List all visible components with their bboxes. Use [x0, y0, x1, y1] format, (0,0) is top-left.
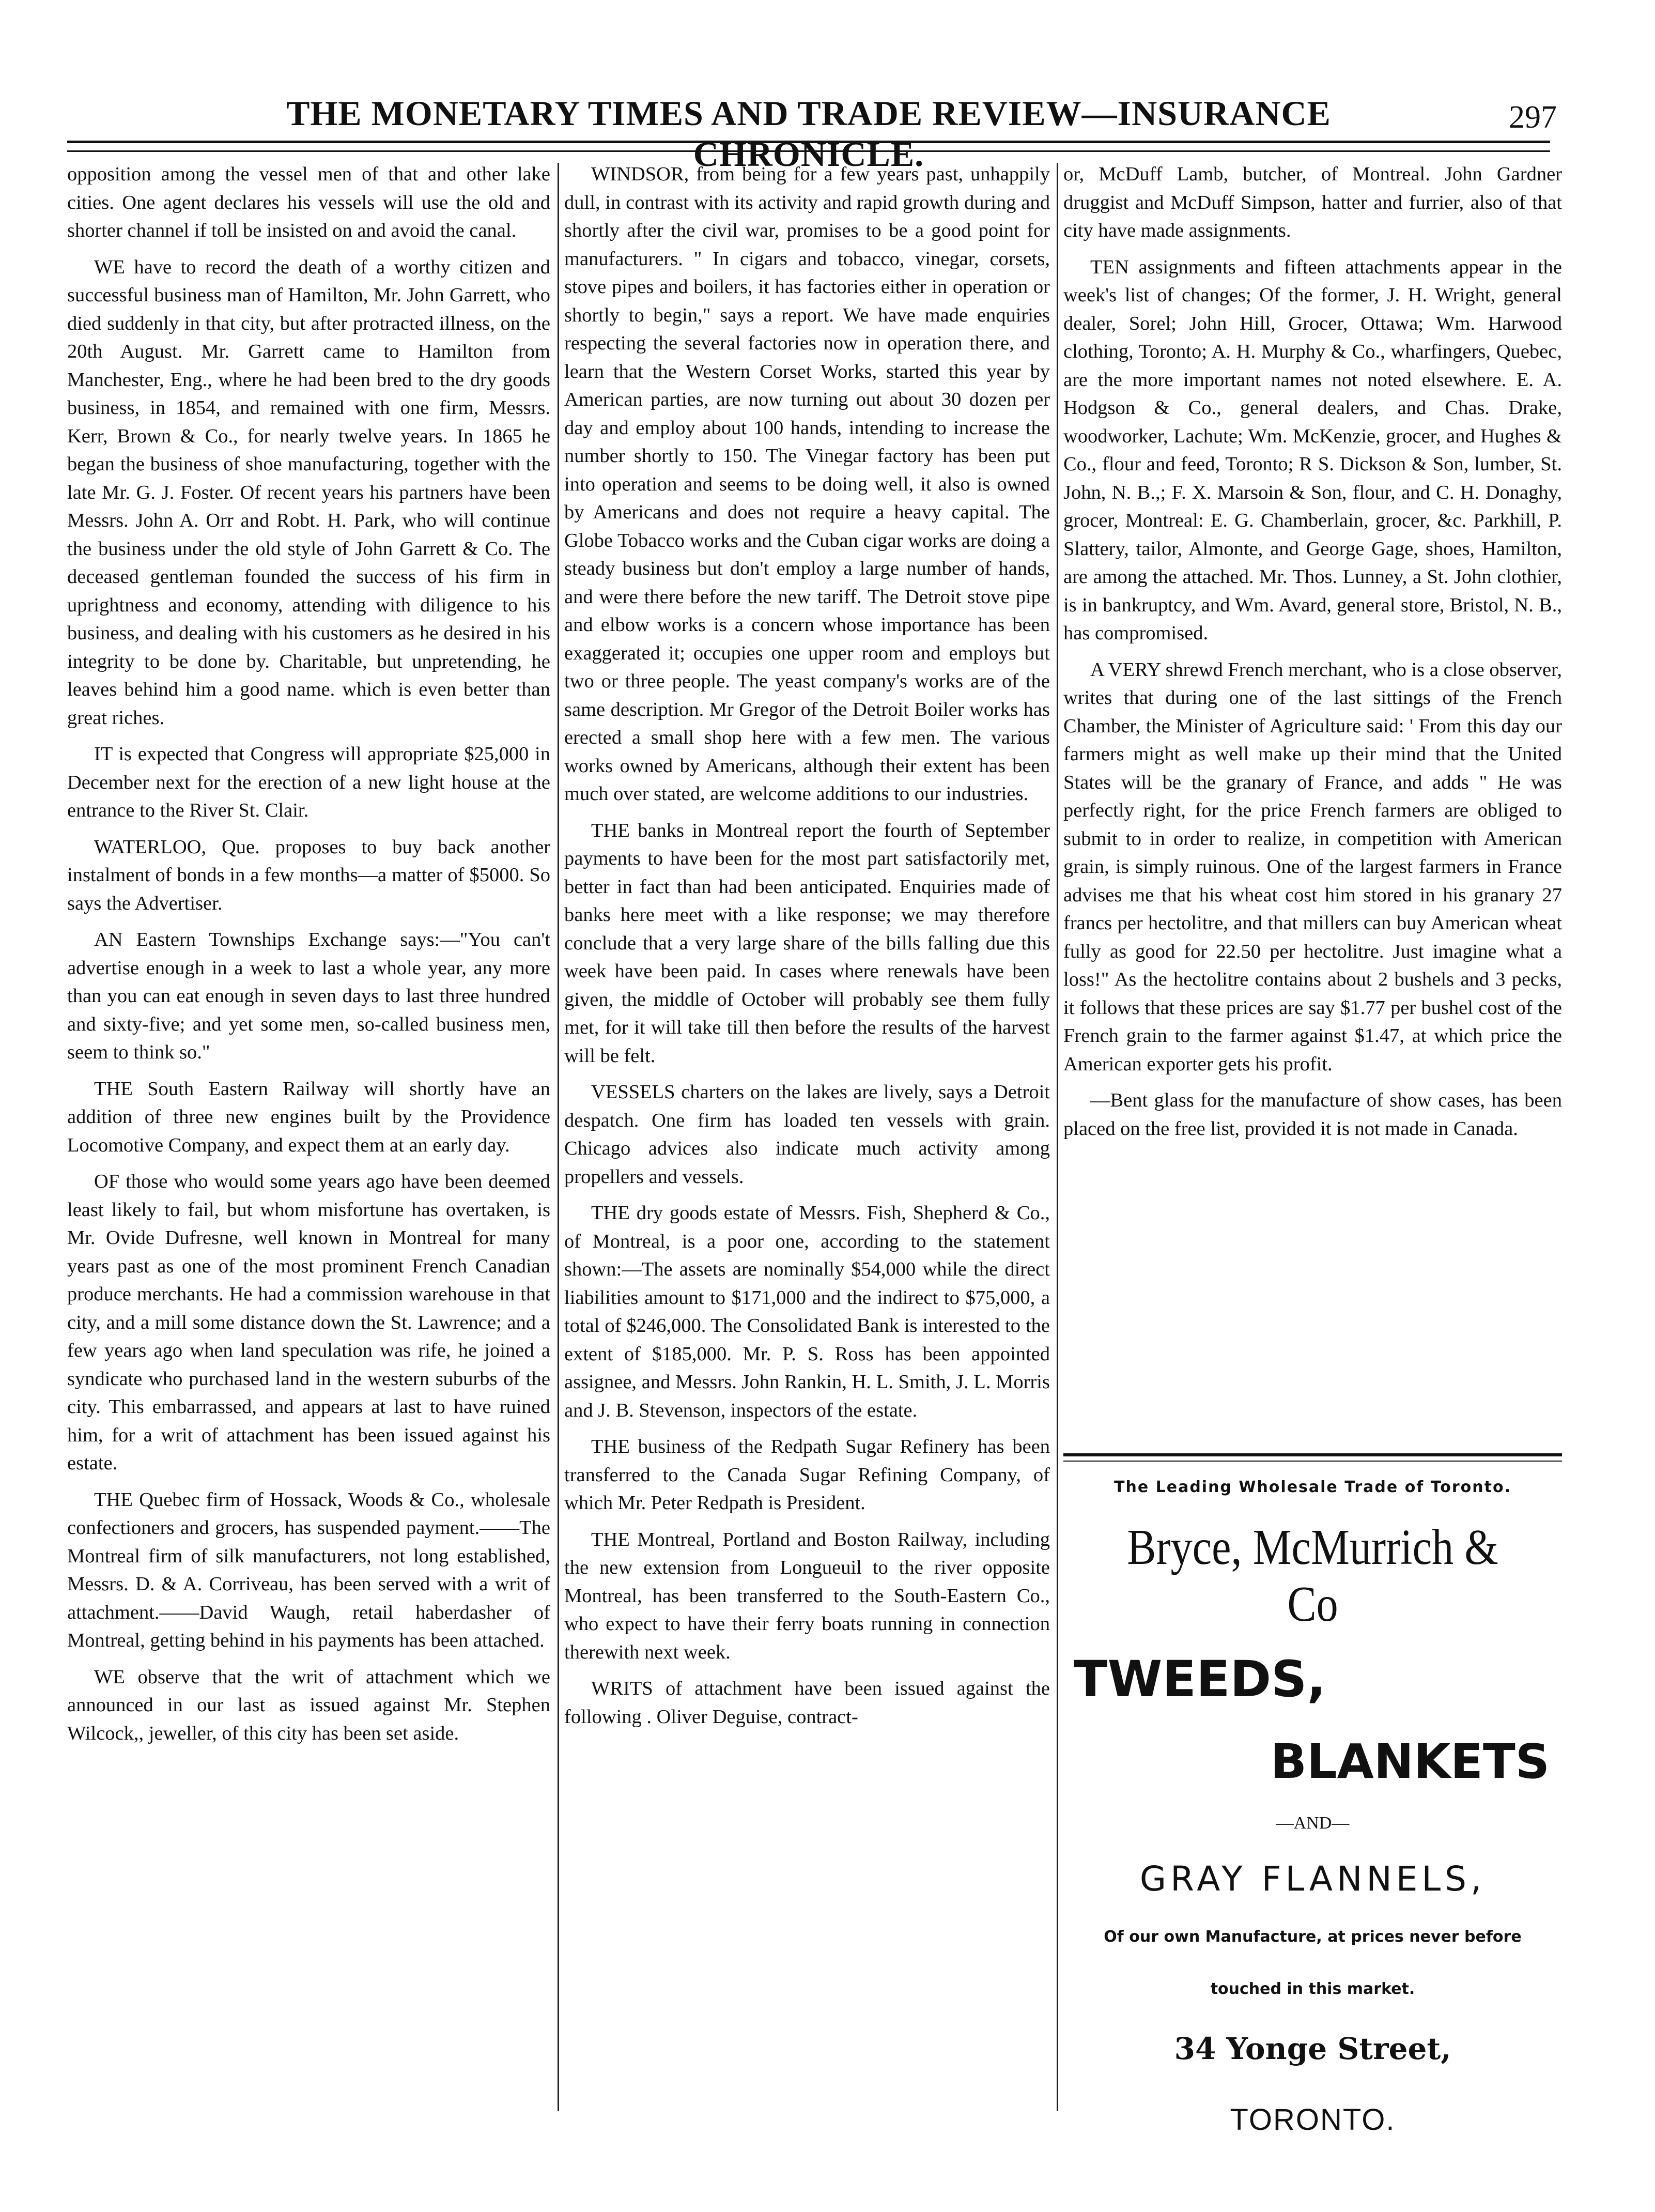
paragraph: WRITS of attachment have been issued against the following . Oliver Deguise, contract-	[564, 1678, 1050, 1728]
paragraph: opposition among the vessel men of that and other lake cities. One agent declares his vessels will use the old and shorter channel if toll be insisted on and avoid the canal.	[67, 163, 550, 241]
advertisement	[1063, 1478, 1562, 2137]
tagline-line-2: touched in this market.	[1210, 1980, 1415, 1998]
tagline-line-1: Of our own Manufacture, at prices never before	[1104, 1928, 1522, 1946]
paragraph: THE Quebec firm of Hossack, Woods & Co., wholesale confectioners and grocers, has suspended payment.——The Montreal firm of silk manufacturers, not long established, Messrs. D. & A. Corriveau, has been served with a writ of attachment.——David Waugh, retail haberdasher of Montreal, getting behind in his payments has been attached.	[67, 1488, 550, 1651]
advertisement-header: The Leading Wholesale Trade of Toronto.	[1114, 1478, 1511, 1496]
column-2	[564, 160, 1050, 2119]
column-1	[67, 160, 550, 2119]
paragraph: WE observe that the writ of attachment which we announced in our last as issued against Mr. Stephen Wilcock,, jeweller, of this city has been set aside.	[67, 1666, 550, 1744]
paragraph: A VERY shrewd French merchant, who is a close observer, writes that during one of the last sittings of the French Chamber, the Minister of Agriculture said: ' From this day our farmers might as well make up their mind that the United States will be the granary of France, and adds " He was perfectly right, for the price French farmers are obliged to submit to in order to realize, in competition with American grain, is simply ruinous. One of the largest farmers in France advises me that his wheat cost him stored in his granary 27 francs per hectolitre, and that millers can buy American wheat fully as good for 22.50 per hectolitre. Just imagine what a loss!" As the hectolitre contains about 2 bushels and 3 pecks, it follows that these prices are say $1.77 per bushel cost of the French grain to the farmer against $1.47, at which price the American exporter gets his profit.	[1063, 658, 1562, 1075]
product-tweeds: TWEEDS,	[1074, 1650, 1326, 1708]
page-number: 297	[1509, 100, 1557, 135]
advertiser-name: Bryce, McMurrich & Co	[1127, 1519, 1498, 1632]
masthead: THE MONETARY TIMES AND TRADE REVIEW—INSURANCE CHRONICLE.	[286, 94, 1331, 174]
paragraph: —Bent glass for the manufacture of show cases, has been placed on the free list, provided it is not made in Canada.	[1063, 1089, 1562, 1140]
paragraph: IT is expected that Congress will appropriate $25,000 in December next for the erection of a new light house at the entrance to the River St. Clair.	[67, 743, 550, 821]
paragraph: AN Eastern Townships Exchange says:—"You can't advertise enough in a week to last a whole year, any more than you can eat enough in seven days to last three hundred and sixty-five; and yet some men, so-called business men, seem to think so."	[67, 929, 550, 1063]
paragraph: THE banks in Montreal report the fourth of September payments to have been for the most part satisfactorily met, better in fact than had been anticipated. Enquiries made of banks here meet with a like response; we may therefore conclude that a very large share of the bills falling due this week have been paid. In cases where renewals have been given, the middle of October will probably see them fully met, for it will take till then before the results of the harvest will be felt.	[564, 819, 1050, 1067]
and-separator: —AND—	[1276, 1814, 1350, 1833]
header-rule	[67, 141, 1550, 152]
advertisement-rule	[1063, 1453, 1562, 1462]
paragraph: THE dry goods estate of Messrs. Fish, Shepherd & Co., of Montreal, is a poor one, according to the statement shown:—The assets are nominally $54,000 while the direct liabilities amount to $171,000 and the indirect to $75,000, a total of $246,000. The Consolidated Bank is interested to the extent of $185,000. Mr. P. S. Ross has been appointed assignee, and Messrs. John Rankin, H. L. Smith, J. L. Morris and J. B. Stevenson, inspectors of the estate.	[564, 1202, 1050, 1421]
column-3	[1063, 160, 1562, 1442]
paragraph: THE South Eastern Railway will shortly have an addition of three new engines built by the Providence Locomotive Company, and expect them at an early day.	[67, 1078, 550, 1156]
street-address: 34 Yonge Street,	[1174, 2031, 1451, 2066]
paragraph: WINDSOR, from being for a few years past, unhappily dull, in contrast with its activity and rapid growth during and shortly after the civil war, promises to be a good point for manufacturers. " In cigars and tobacco, vinegar, corsets, stove pipes and boilers, it has factories either in operation or shortly to begin," says a report. We have made enquiries respecting the several factories now in operation there, and learn that the Western Corset Works, started this year by American parties, are now turning out about 30 dozen per day and employ about 100 hands, intending to increase the number shortly to 150. The Vinegar factory has been put into operation and seems to be doing well, it also is owned by Americans and does not require a heavy capital. The Globe Tobacco works and the Cuban cigar works are doing a steady business but don't employ a large number of hands, and were there before the new tariff. The Detroit stove pipe and elbow works is a concern whose importance has been exaggerated it; occupies one upper room and employs but two or three people. The yeast company's works are of the same description. Mr Gregor of the Detroit Boiler works has erected a small shop here with a few men. The various works owned by Americans, although their extent has been much over stated, are welcome additions to our industries.	[564, 163, 1050, 805]
column-rule-2	[1057, 163, 1058, 2111]
paragraph: OF those who would some years ago have been deemed least likely to fail, but whom misfortune has overtaken, is Mr. Ovide Dufresne, well known in Montreal for many years past as one of the most prominent French Canadian produce merchants. He had a commission warehouse in that city, and a mill some distance down the St. Lawrence; and a few years ago when land speculation was rife, he joined a syndicate who purchased land in the western suburbs of the city. This embarrassed, and appears at last to have ruined him, for a writ of attachment has been issued against his estate.	[67, 1171, 550, 1474]
paragraph: THE Montreal, Portland and Boston Railway, including the new extension from Longueuil to the river opposite Montreal, has been transferred to the South-Eastern Co., who expect to have their ferry boats running in connection therewith next week.	[564, 1528, 1050, 1663]
paragraph: WATERLOO, Que. proposes to buy back another instalment of bonds in a few months—a matter of $5000. So says the Advertiser.	[67, 836, 550, 914]
paragraph: or, McDuff Lamb, butcher, of Montreal. John Gardner druggist and McDuff Simpson, hatter and furrier, also of that city have made assignments.	[1063, 163, 1562, 241]
paragraph: WE have to record the death of a worthy citizen and successful business man of Hamilton, Mr. John Garrett, who died suddenly in that city, but after protracted illness, on the 20th August. Mr. Garrett came to Hamilton from Manchester, Eng., where he had been bred to the dry goods business, in 1854, and remained with one firm, Messrs. Kerr, Brown & Co., for nearly twelve years. In 1865 he began the business of shoe manufacturing, together with the late Mr. G. J. Foster. Of recent years his partners have been Messrs. John A. Orr and Robt. H. Park, who will continue the business under the old style of John Garrett & Co. The deceased gentleman founded the success of his firm in uprightness and economy, attending with diligence to his business, and dealing with his customers as he desired in his integrity to be done by. Charitable, but unpretending, he leaves behind him a good name. which is even better than great riches.	[67, 256, 550, 729]
column-rule-1	[558, 163, 559, 2111]
product-blankets: BLANKETS	[1270, 1734, 1550, 1789]
paragraph: VESSELS charters on the lakes are lively, says a Detroit despatch. One firm has loaded ten vessels with grain. Chicago advices also indicate much activity among propellers and vessels.	[564, 1081, 1050, 1188]
city: TORONTO.	[1230, 2103, 1396, 2137]
product-gray-flannels: GRAY FLANNELS,	[1139, 1859, 1486, 1899]
paragraph: THE business of the Redpath Sugar Refinery has been transferred to the Canada Sugar Refining Company, of which Mr. Peter Redpath is President.	[564, 1436, 1050, 1514]
paragraph: TEN assignments and fifteen attachments appear in the week's list of changes; Of the former, J. H. Wright, general dealer, Sorel; John Hill, Grocer, Ottawa; Wm. Harwood clothing, Toronto; A. H. Murphy & Co., wharfingers, Quebec, are the more important names not noted elsewhere. E. A. Hodgson & Co., general dealers, and Chas. Drake, woodworker, Lachute; Wm. McKenzie, grocer, and Hughes & Co., flour and feed, Toronto; R S. Dickson & Son, lumber, St. John, N. B.,; F. X. Marsoin & Son, flour, and C. H. Donaghy, grocer, Montreal: E. G. Chamberlain, grocer, &c. Parkhill, P. Slattery, tailor, Almonte, and George Gage, shoes, Hamilton, are among the attached. Mr. Thos. Lunney, a St. John clothier, is in bankruptcy, and Wm. Avard, general store, Bristol, N. B., has compromised.	[1063, 256, 1562, 644]
